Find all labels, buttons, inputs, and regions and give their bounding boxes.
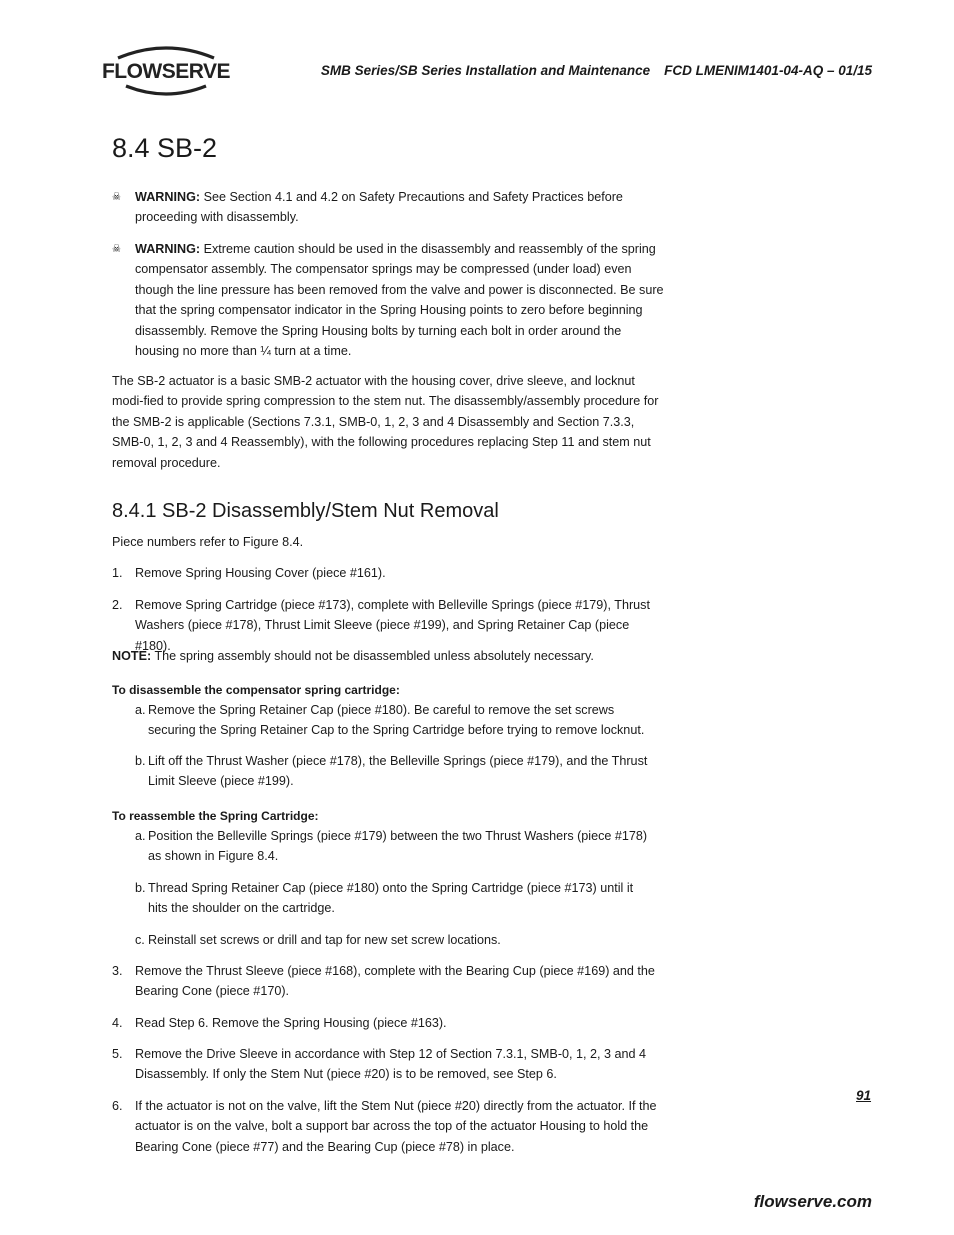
logo-text: FLOWSERVE [101, 60, 231, 83]
step-text: Remove Spring Housing Cover (piece #161). [135, 566, 386, 580]
disassemble-heading: To disassemble the compensator spring cartridge: [112, 683, 400, 697]
step-text: If the actuator is not on the valve, lift the Stem Nut (piece #20) directly from the actuator. If the actuator is on the valve, bolt a support bar across the top of the actuator Housing to hold the Bearing Cone (piece #77) and the Bearing Cup (piece #78) in place. [135, 1099, 657, 1154]
step-text: Lift off the Thrust Washer (piece #178), the Belleville Springs (piece #179), and the Thrust Limit Sleeve (piece #199). [148, 754, 648, 789]
warning-2 [112, 239, 664, 363]
piece-note: Piece numbers refer to Figure 8.4. [112, 535, 304, 549]
step-number: 6. [112, 1099, 123, 1113]
note-label: NOTE: [112, 649, 152, 663]
step-text: Thread Spring Retainer Cap (piece #180) onto the Spring Cartridge (piece #173) until it hits the shoulder on the cartridge. [148, 881, 634, 916]
step-number: 3. [112, 964, 123, 978]
warning-label: WARNING: [135, 190, 201, 204]
subsection-title: 8.4.1 SB-2 Disassembly/Stem Nut Removal [112, 500, 499, 522]
warning-1 [112, 187, 664, 229]
step-number: 2. [112, 598, 123, 612]
warning-label: WARNING: [135, 242, 201, 256]
step-text: Read Step 6. Remove the Spring Housing (piece #163). [135, 1016, 447, 1030]
step-letter: b. [135, 881, 146, 895]
step-letter: b. [135, 754, 146, 768]
reassemble-heading: To reassemble the Spring Cartridge: [112, 809, 319, 823]
intro-paragraph: The SB-2 actuator is a basic SMB-2 actuator with the housing cover, drive sleeve, and locknut modi-fied to provide spring compression to the stem nut. The disassembly/assembly procedure for the SMB-2 is applicable (Sections 7.3.1, SMB-0, 1, 2, 3 and 4 Disassembly and Section 7.3.3, SMB-0, 1, 2, 3 and 4 Reassembly), with the following procedures replacing Step 11 and stem nut removal procedure. [112, 374, 659, 470]
footer-url[interactable]: flowserve.com [753, 1192, 872, 1211]
skull-icon: ☠ [112, 243, 121, 255]
doc-code: FCD LMENIM1401-04-AQ – 01/15 [664, 63, 872, 78]
flowserve-logo [96, 42, 236, 98]
warning-text: See Section 4.1 and 4.2 on Safety Precautions and Safety Practices before proceeding with disassembly. [135, 190, 623, 225]
page-number: 91 [856, 1088, 872, 1103]
step-number: 4. [112, 1016, 123, 1030]
step-number: 1. [112, 566, 123, 580]
step-text: Position the Belleville Springs (piece #179) between the two Thrust Washers (piece #178) as shown in Figure 8.4. [148, 829, 648, 864]
step-text: Remove Spring Cartridge (piece #173), complete with Belleville Springs (piece #179), Thrust Washers (piece #178), Thrust Limit Sleeve (piece #199), and Spring Retainer Cap (piece #180). [135, 598, 650, 653]
section-title: 8.4 SB-2 [112, 133, 218, 163]
step-number: 5. [112, 1047, 123, 1061]
doc-title: SMB Series/SB Series Installation and Maintenance [320, 63, 651, 78]
step-text: Remove the Drive Sleeve in accordance with Step 12 of Section 7.3.1, SMB-0, 1, 2, 3 and 4 Disassembly. If only the Stem Nut (piece #20) is to be removed, see Step 6. [135, 1047, 647, 1082]
step-text: Remove the Spring Retainer Cap (piece #180). Be careful to remove the set screws securing the Spring Retainer Cap to the Spring Cartridge before trying to remove locknut. [148, 703, 645, 738]
skull-icon: ☠ [112, 191, 121, 203]
running-header [321, 63, 872, 78]
step-text: Reinstall set screws or drill and tap for new set screw locations. [148, 933, 501, 947]
warning-text: Extreme caution should be used in the disassembly and reassembly of the spring compensator assembly. The compensator springs may be compressed (under load) even though the line pressure has been removed from the valve and power is disconnected. Be sure that the spring compensator indicator in the Spring Housing points to zero before beginning disassembly. Remove the Spring Housing bolts by turning each bolt in order around the housing no more than ¼ turn at a time. [135, 242, 664, 359]
step-letter: a. [135, 703, 146, 717]
step-text: Remove the Thrust Sleeve (piece #168), complete with the Bearing Cup (piece #169) and the Bearing Cone (piece #170). [135, 964, 655, 999]
step-letter: c. [135, 933, 145, 947]
step-letter: a. [135, 829, 146, 843]
note [112, 646, 664, 666]
note-text: The spring assembly should not be disassembled unless absolutely necessary. [154, 649, 594, 663]
